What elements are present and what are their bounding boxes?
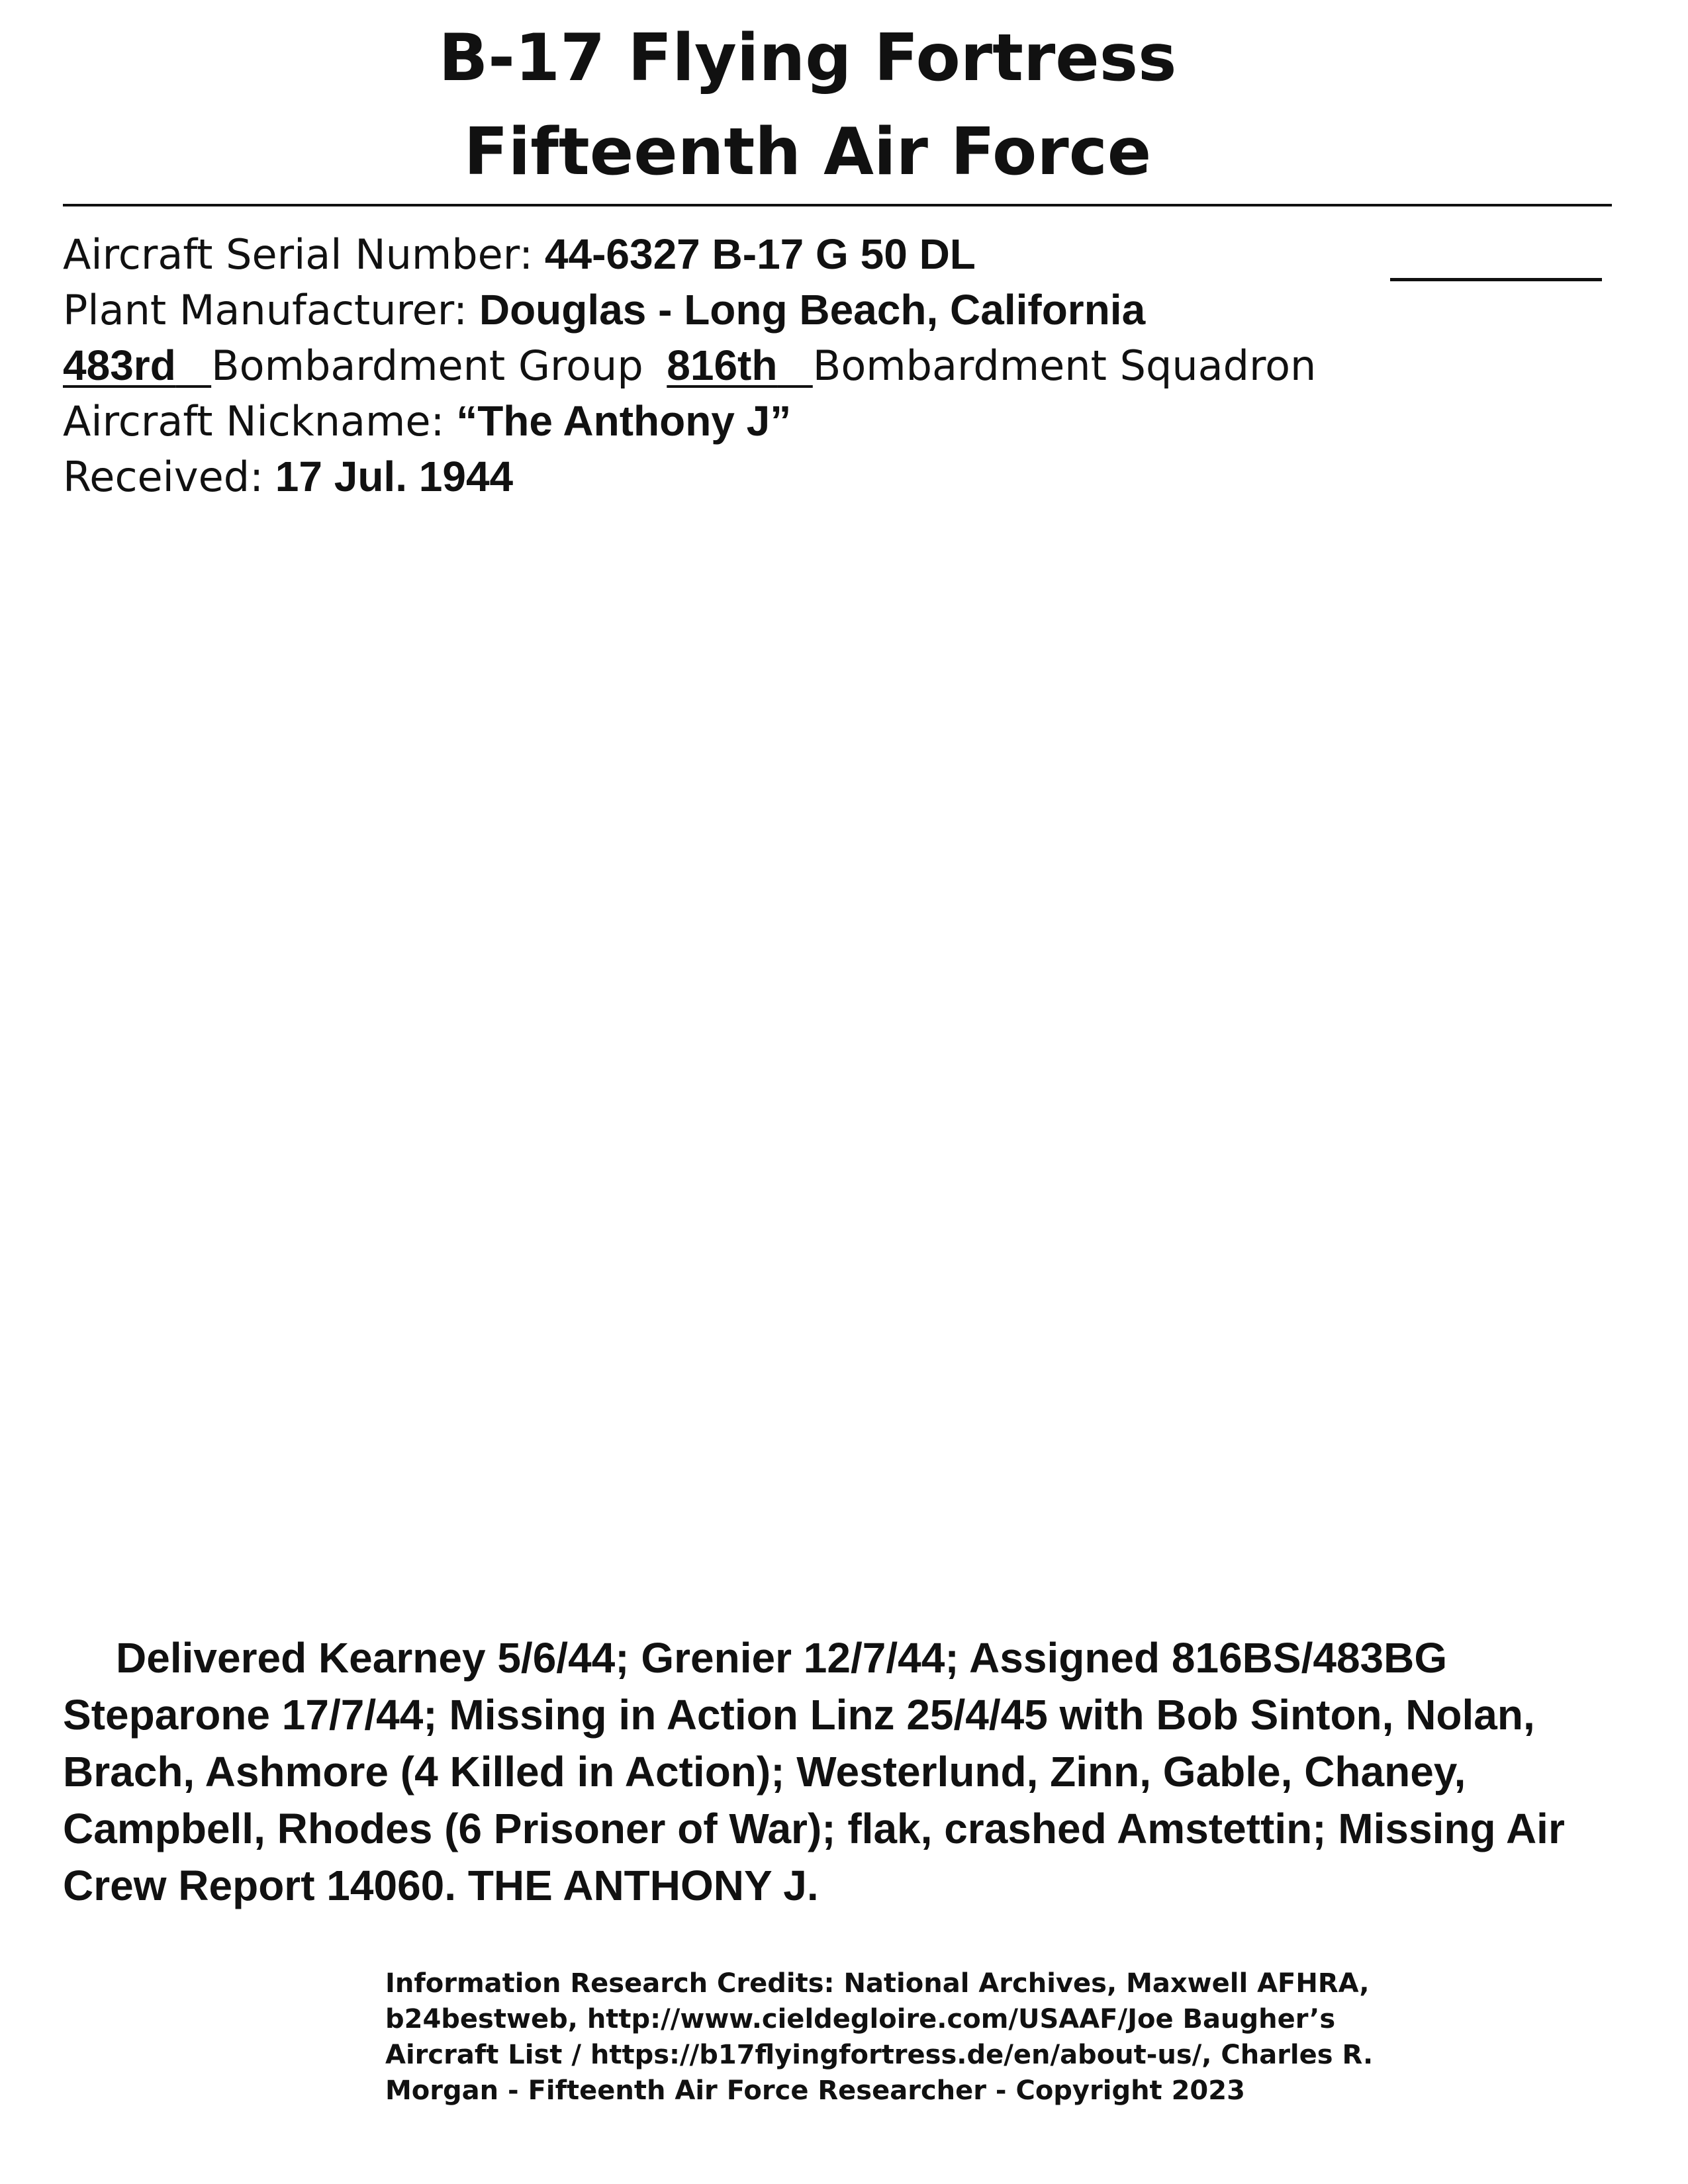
manufacturer-row [63, 283, 1145, 337]
research-credits: Information Research Credits: National Archives, Maxwell AFHRA, b24bestweb, http://www.cieldegloire.com/USAAF/Joe Baugher’s Aircraft List / https://b17flyingfortress.de/en/about-us/, Charles R. Morgan - Fifteenth Air Force Researcher - Copyright 2023 [385, 1968, 1374, 2106]
page-subtitle: Fifteenth Air Force [463, 114, 1152, 190]
blank-line [1390, 278, 1602, 281]
nickname-value: “The Anthony J” [456, 397, 792, 445]
nickname-label: Aircraft Nickname: [63, 397, 445, 445]
received-value: 17 Jul. 1944 [275, 453, 514, 500]
received-row [63, 450, 513, 504]
manufacturer-label: Plant Manufacturer: [63, 286, 468, 334]
header-divider [63, 204, 1612, 206]
group-value: 483rd [63, 341, 176, 389]
serial-number-row [63, 228, 976, 281]
received-label: Received: [63, 453, 263, 501]
aircraft-history [63, 1629, 1665, 1914]
nickname-row [63, 394, 791, 448]
page-title: B-17 Flying Fortress [438, 21, 1177, 96]
manufacturer-value: Douglas - Long Beach, California [479, 286, 1146, 334]
serial-number-label: Aircraft Serial Number: [63, 230, 534, 279]
unit-row [63, 339, 1316, 392]
aircraft-history-text: Delivered Kearney 5/6/44; Grenier 12/7/44; Assigned 816BS/483BG Steparone 17/7/44; Missing in Action Linz 25/4/45 with Bob Sinton, Nolan, Brach, Ashmore (4 Killed in Action); Westerlund, Zinn, Gable, Chaney, Campbell, Rhodes (6 Prisoner of War); flak, crashed Amstettin; Missing Air Crew Report 14060. THE ANTHONY J. [63, 1634, 1565, 1909]
squadron-label: Bombardment Squadron [812, 341, 1317, 390]
squadron-value: 816th [667, 341, 778, 389]
group-label: Bombardment Group [211, 341, 643, 390]
serial-number-value: 44-6327 B-17 G 50 DL [544, 230, 976, 278]
